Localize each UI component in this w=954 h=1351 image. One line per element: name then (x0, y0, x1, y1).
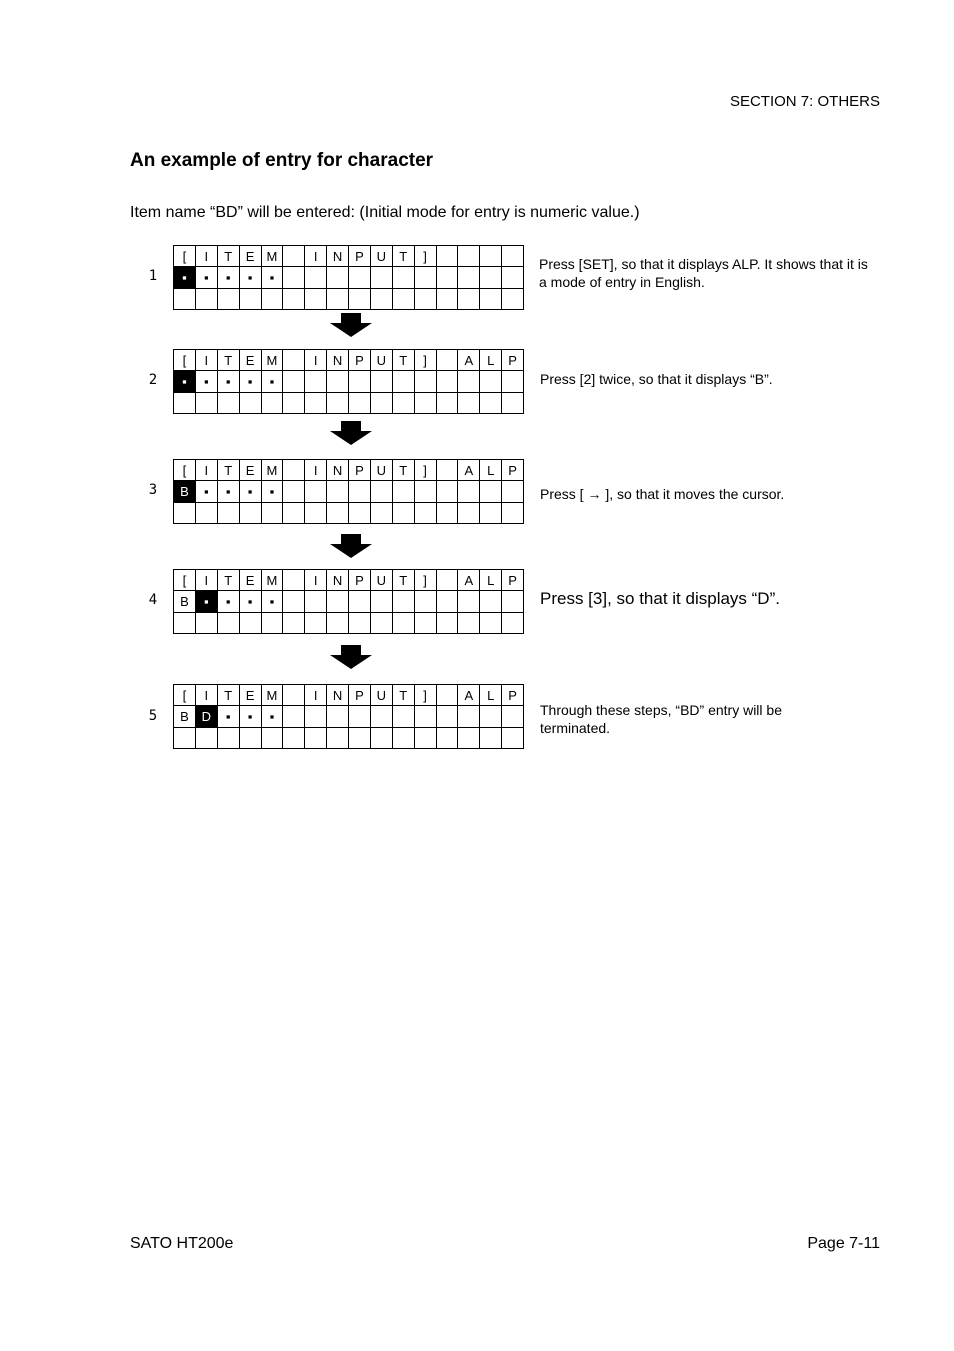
lcd-cell: E (240, 685, 262, 706)
lcd-cursor-cell: ▪ (174, 371, 196, 392)
lcd-cell (283, 267, 305, 288)
lcd-display-step-2 (173, 349, 524, 414)
lcd-cell (415, 267, 437, 288)
lcd-cell (349, 591, 371, 612)
lcd-cell: ▪ (240, 591, 262, 612)
step-number: 2 (148, 372, 158, 388)
step-description: Press [ → ], so that it moves the cursor. (540, 486, 785, 502)
lcd-cell (240, 289, 262, 310)
lcd-cell: I (305, 460, 327, 481)
lcd-cell: N (327, 246, 349, 267)
lcd-cell (327, 613, 349, 634)
lcd-cell (480, 371, 502, 392)
lcd-cell (218, 613, 240, 634)
lcd-cell (262, 503, 284, 524)
lcd-cell: P (502, 685, 524, 706)
lcd-cell (437, 289, 459, 310)
lcd-cell (305, 289, 327, 310)
step-description: Press [3], so that it displays “D”. (540, 589, 780, 608)
lcd-cell (480, 728, 502, 749)
lcd-cell: ▪ (240, 267, 262, 288)
lcd-cell (196, 613, 218, 634)
lcd-cell: I (196, 460, 218, 481)
lcd-cell (327, 591, 349, 612)
lcd-cell (327, 371, 349, 392)
lcd-cell (283, 460, 305, 481)
lcd-cell (371, 371, 393, 392)
lcd-cell (371, 289, 393, 310)
lcd-cell (349, 371, 371, 392)
lcd-cell: M (262, 246, 284, 267)
step-number: 3 (148, 482, 158, 498)
lcd-cell (480, 246, 502, 267)
lcd-cell: P (349, 246, 371, 267)
lcd-cell (174, 289, 196, 310)
lcd-cell: P (349, 460, 371, 481)
lcd-cell (283, 350, 305, 371)
lcd-cell (283, 728, 305, 749)
lcd-cell (480, 503, 502, 524)
lcd-cell (240, 503, 262, 524)
lcd-cell: P (502, 460, 524, 481)
lcd-display-step-1 (173, 245, 524, 310)
lcd-cell (480, 267, 502, 288)
lcd-cell (393, 591, 415, 612)
lcd-cell (458, 246, 480, 267)
lcd-cell: ▪ (218, 481, 240, 502)
lcd-cell: U (371, 460, 393, 481)
lcd-cell (437, 350, 459, 371)
lcd-cell: E (240, 570, 262, 591)
lcd-cell (393, 393, 415, 414)
lcd-cell (502, 503, 524, 524)
lcd-cell (262, 728, 284, 749)
lcd-cell: A (458, 460, 480, 481)
lcd-cell: ] (415, 460, 437, 481)
lcd-cell (458, 728, 480, 749)
lcd-cell (502, 289, 524, 310)
lcd-cell (196, 728, 218, 749)
lcd-cell (415, 289, 437, 310)
lcd-cell (327, 289, 349, 310)
lcd-cell (393, 267, 415, 288)
lcd-cell: ▪ (262, 267, 284, 288)
lcd-cell (371, 481, 393, 502)
lcd-cell (437, 460, 459, 481)
lcd-cell (502, 393, 524, 414)
lcd-cell (415, 591, 437, 612)
lcd-cell: N (327, 350, 349, 371)
step-description: Press [SET], so that it displays ALP. It shows that it is a mode of entry in English. (539, 256, 868, 290)
lcd-cell: ▪ (196, 267, 218, 288)
lcd-display-step-5 (173, 684, 524, 749)
lcd-cell (415, 481, 437, 502)
lcd-cell (458, 371, 480, 392)
down-arrow-icon (330, 534, 372, 558)
lcd-cell (371, 728, 393, 749)
lcd-cell (415, 393, 437, 414)
lcd-cell (327, 728, 349, 749)
lcd-cell (218, 503, 240, 524)
lcd-cell (437, 685, 459, 706)
lcd-cell (305, 706, 327, 727)
lcd-cell: ▪ (240, 481, 262, 502)
lcd-cell: P (349, 685, 371, 706)
lcd-cell (262, 613, 284, 634)
lcd-cell (349, 267, 371, 288)
lcd-cell (437, 246, 459, 267)
lcd-cell: ▪ (262, 706, 284, 727)
lcd-cell (437, 706, 459, 727)
lcd-cell (305, 503, 327, 524)
lcd-cell (371, 613, 393, 634)
lcd-cell (305, 393, 327, 414)
step-number: 4 (148, 592, 158, 608)
lcd-cell (502, 246, 524, 267)
lcd-cell: ] (415, 246, 437, 267)
lcd-cell (437, 570, 459, 591)
lcd-cell (305, 267, 327, 288)
lcd-cursor-cell: B (174, 481, 196, 502)
down-arrow-icon (330, 645, 372, 669)
lcd-cell (458, 503, 480, 524)
lcd-cell (349, 613, 371, 634)
lcd-cell (327, 481, 349, 502)
lcd-cell (196, 393, 218, 414)
lcd-display-step-4 (173, 569, 524, 634)
lcd-cell (349, 393, 371, 414)
lcd-cell: T (393, 685, 415, 706)
lcd-cell: ] (415, 570, 437, 591)
lcd-cell: M (262, 570, 284, 591)
lcd-cell: E (240, 350, 262, 371)
lcd-cell: [ (174, 570, 196, 591)
lcd-cell: E (240, 246, 262, 267)
down-arrow-icon (330, 313, 372, 337)
lcd-cell: P (349, 570, 371, 591)
lcd-cell (371, 591, 393, 612)
lcd-cell: T (218, 246, 240, 267)
lcd-cell (502, 481, 524, 502)
lcd-cell: L (480, 570, 502, 591)
lcd-cell: [ (174, 246, 196, 267)
lcd-cell: ▪ (218, 267, 240, 288)
lcd-cell (458, 706, 480, 727)
lcd-cell: ▪ (218, 591, 240, 612)
lcd-cell: B (174, 591, 196, 612)
lcd-cursor-cell: ▪ (196, 591, 218, 612)
lcd-cell (349, 503, 371, 524)
lcd-cell (327, 267, 349, 288)
lcd-cell (327, 393, 349, 414)
page-title: An example of entry for character (130, 150, 434, 171)
lcd-cell (283, 289, 305, 310)
intro-text: Item name “BD” will be entered: (Initial mode for entry is numeric value.) (130, 204, 640, 221)
step-number: 5 (148, 708, 158, 724)
step-number: 1 (148, 268, 158, 284)
lcd-cell: L (480, 460, 502, 481)
lcd-cell (283, 706, 305, 727)
lcd-cell (458, 267, 480, 288)
lcd-cell: B (174, 706, 196, 727)
lcd-cell: N (327, 685, 349, 706)
lcd-cell (349, 728, 371, 749)
lcd-cell (327, 706, 349, 727)
lcd-cell (480, 393, 502, 414)
lcd-cell (415, 371, 437, 392)
lcd-cell: E (240, 460, 262, 481)
lcd-cell: P (502, 570, 524, 591)
lcd-cell (437, 371, 459, 392)
lcd-cell (283, 613, 305, 634)
lcd-cell: ] (415, 350, 437, 371)
lcd-cell (502, 591, 524, 612)
lcd-cell (502, 613, 524, 634)
lcd-cursor-cell: D (196, 706, 218, 727)
lcd-cell: M (262, 685, 284, 706)
step-description: Through these steps, “BD” entry will be terminated. (540, 702, 782, 736)
lcd-cell: L (480, 350, 502, 371)
lcd-cell (415, 613, 437, 634)
lcd-cell (415, 503, 437, 524)
lcd-cell: A (458, 570, 480, 591)
footer-product: SATO HT200e (130, 1235, 234, 1252)
lcd-cell: ▪ (218, 706, 240, 727)
lcd-cell: [ (174, 460, 196, 481)
lcd-cell (262, 393, 284, 414)
lcd-cell (262, 289, 284, 310)
lcd-cell (437, 503, 459, 524)
lcd-cell: L (480, 685, 502, 706)
lcd-cell (458, 393, 480, 414)
lcd-cell: I (196, 570, 218, 591)
down-arrow-icon (330, 421, 372, 445)
lcd-cell (196, 503, 218, 524)
lcd-cell (393, 371, 415, 392)
lcd-cell (371, 267, 393, 288)
lcd-cell: I (305, 350, 327, 371)
lcd-cell (480, 613, 502, 634)
lcd-cell (349, 706, 371, 727)
footer-page-number: Page 7-11 (807, 1235, 880, 1252)
lcd-cell (349, 289, 371, 310)
lcd-cell: ▪ (262, 371, 284, 392)
lcd-cell (480, 481, 502, 502)
lcd-cell (502, 267, 524, 288)
lcd-cell (458, 289, 480, 310)
lcd-cell (283, 481, 305, 502)
lcd-cell: T (218, 570, 240, 591)
lcd-cell (371, 393, 393, 414)
lcd-cell (305, 613, 327, 634)
lcd-cell (327, 503, 349, 524)
lcd-cell: I (305, 570, 327, 591)
lcd-cell: A (458, 685, 480, 706)
lcd-cell (174, 728, 196, 749)
lcd-cell: U (371, 685, 393, 706)
lcd-cell (393, 728, 415, 749)
section-header: SECTION 7: OTHERS (729, 93, 880, 110)
lcd-cell (174, 613, 196, 634)
lcd-cell: ] (415, 685, 437, 706)
lcd-cell: I (305, 246, 327, 267)
lcd-cell: [ (174, 350, 196, 371)
lcd-cell (349, 481, 371, 502)
lcd-cell: M (262, 460, 284, 481)
lcd-cell: T (393, 460, 415, 481)
lcd-cell (502, 371, 524, 392)
lcd-cell (458, 613, 480, 634)
lcd-cell: N (327, 460, 349, 481)
lcd-cell (480, 591, 502, 612)
lcd-cell: T (218, 685, 240, 706)
lcd-cell (458, 591, 480, 612)
lcd-cell: ▪ (196, 481, 218, 502)
lcd-cell: ▪ (262, 591, 284, 612)
lcd-cell (283, 591, 305, 612)
lcd-cell: U (371, 246, 393, 267)
lcd-cell (393, 706, 415, 727)
lcd-cell (480, 289, 502, 310)
lcd-cell (174, 503, 196, 524)
step-description: Press [2] twice, so that it displays “B”. (540, 371, 773, 387)
lcd-cell: A (458, 350, 480, 371)
lcd-cell: ▪ (240, 706, 262, 727)
lcd-cell (415, 728, 437, 749)
lcd-cell (218, 289, 240, 310)
lcd-cell (240, 728, 262, 749)
lcd-cell (196, 289, 218, 310)
lcd-cell: I (196, 685, 218, 706)
lcd-cell (283, 246, 305, 267)
lcd-cell: T (393, 246, 415, 267)
lcd-cell (305, 591, 327, 612)
lcd-cursor-cell: ▪ (174, 267, 196, 288)
lcd-cell (437, 613, 459, 634)
lcd-cell (283, 371, 305, 392)
lcd-cell (437, 267, 459, 288)
lcd-cell (283, 503, 305, 524)
lcd-cell (502, 706, 524, 727)
lcd-cell (218, 393, 240, 414)
lcd-cell: U (371, 570, 393, 591)
lcd-cell: ▪ (196, 371, 218, 392)
lcd-cell (218, 728, 240, 749)
lcd-cell: ▪ (218, 371, 240, 392)
lcd-cell: P (349, 350, 371, 371)
lcd-cell (393, 481, 415, 502)
lcd-cell (393, 613, 415, 634)
lcd-cell: [ (174, 685, 196, 706)
lcd-cell: ▪ (262, 481, 284, 502)
lcd-cell (283, 685, 305, 706)
lcd-cell (305, 371, 327, 392)
lcd-cell: ▪ (240, 371, 262, 392)
lcd-cell (283, 570, 305, 591)
lcd-cell (437, 393, 459, 414)
lcd-cell: U (371, 350, 393, 371)
lcd-cell (305, 481, 327, 502)
lcd-cell (480, 706, 502, 727)
lcd-cell: T (218, 460, 240, 481)
lcd-cell (283, 393, 305, 414)
lcd-cell (437, 728, 459, 749)
lcd-cell (437, 481, 459, 502)
lcd-cell: I (305, 685, 327, 706)
lcd-cell: T (393, 570, 415, 591)
lcd-cell (371, 503, 393, 524)
lcd-cell (458, 481, 480, 502)
lcd-cell: I (196, 350, 218, 371)
lcd-cell (415, 706, 437, 727)
lcd-cell: I (196, 246, 218, 267)
lcd-cell: T (393, 350, 415, 371)
lcd-cell (240, 393, 262, 414)
lcd-display-step-3 (173, 459, 524, 524)
lcd-cell: N (327, 570, 349, 591)
lcd-cell (305, 728, 327, 749)
lcd-cell: M (262, 350, 284, 371)
lcd-cell (502, 728, 524, 749)
lcd-cell (437, 591, 459, 612)
lcd-cell (240, 613, 262, 634)
lcd-cell (393, 289, 415, 310)
lcd-cell (174, 393, 196, 414)
lcd-cell (393, 503, 415, 524)
lcd-cell (371, 706, 393, 727)
lcd-cell: P (502, 350, 524, 371)
lcd-cell: T (218, 350, 240, 371)
